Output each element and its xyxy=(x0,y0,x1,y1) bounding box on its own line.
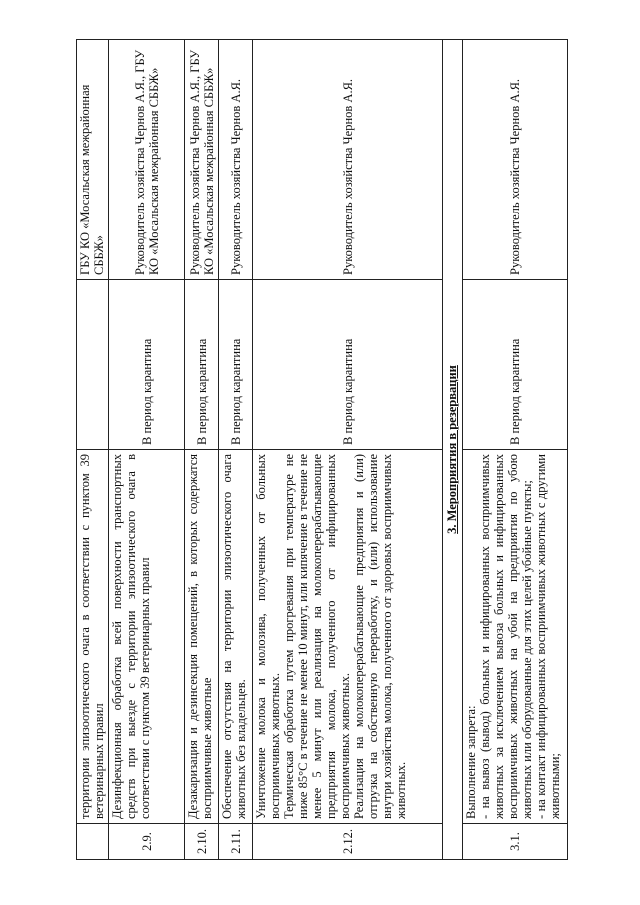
table-row xyxy=(77,40,109,860)
measure-text xyxy=(463,450,568,824)
measure-line: территории эпизоотического очага в соответствии с пунктом 39 ветеринарных правил xyxy=(78,454,106,819)
period-cell: В период карантина xyxy=(185,280,219,450)
measure-text xyxy=(109,450,185,824)
table-row xyxy=(185,40,219,860)
measure-text xyxy=(253,450,443,824)
measure-line: Дезакаризация и дезинсекция помещений, в которых содержатся восприимчивые животные xyxy=(186,454,214,819)
measure-line: Дезинфекционная обработка всей поверхности транспортных средств при выезде с территории эпизоотического очага в соответствии с пунктом 39 ветеринарных правил xyxy=(110,454,152,819)
row-number: 2.9. xyxy=(109,824,185,860)
measure-line: Уничтожение молока и молозива, полученных от больных восприимчивых животных. xyxy=(254,454,282,819)
section-title: 3. Мероприятия в резервации xyxy=(443,40,463,860)
period-cell xyxy=(77,280,109,450)
measure-line: - на контакт инфицированных восприимчивых животных с другими животными; xyxy=(534,454,562,819)
rotated-table-wrapper xyxy=(76,40,576,860)
table-row xyxy=(463,40,568,860)
measure-line: - на вывоз (вывод) больных и инфицированных восприимчивых животных за исключением вывоза больных и инфицированных восприимчивых животных на убой на предприятия по убою животных или оборудованные для этих целей убойные пункты; xyxy=(478,454,534,819)
table-row xyxy=(109,40,185,860)
period-cell: В период карантина xyxy=(463,280,568,450)
row-number xyxy=(77,824,109,860)
row-number: 3.1. xyxy=(463,824,568,860)
row-number: 2.12. xyxy=(253,824,443,860)
responsible-cell: Руководитель хозяйства Чернов А.Я. xyxy=(253,40,443,280)
responsible-cell: Руководитель хозяйства Чернов А.Я., ГБУ КО «Мосальская межрайонная СББЖ» xyxy=(185,40,219,280)
section-header-row xyxy=(443,40,463,860)
measure-line: Реализация на молокоперерабатывающие предприятия и (или) отгрузка на собственную переработку, и (или) использование внутри хозяйства молока, полученного от здоровых восприимчивых животных. xyxy=(352,454,408,819)
table-row xyxy=(219,40,253,860)
measure-line: Термическая обработка путем прогревания при температуре не ниже 85°С в течение не менее 10 минут, или кипячение в течение не менее 5 минут или реализация на молокоперерабатывающие предприятия молока, полученного от инфицированных восприимчивых животных. xyxy=(282,454,352,819)
period-cell: В период карантина xyxy=(253,280,443,450)
row-number: 2.11. xyxy=(219,824,253,860)
measure-text xyxy=(185,450,219,824)
responsible-cell: ГБУ КО «Мосальская межрайонная СББЖ» xyxy=(77,40,109,280)
period-cell: В период карантина xyxy=(109,280,185,450)
responsible-cell: Руководитель хозяйства Чернов А.Я. xyxy=(463,40,568,280)
measure-text xyxy=(219,450,253,824)
measure-line: Обеспечение отсутствия на территории эпизоотического очага животных без владельцев. xyxy=(220,454,248,819)
responsible-cell: Руководитель хозяйства Чернов А.Я. xyxy=(219,40,253,280)
measure-line: Выполнение запрета: xyxy=(464,705,478,819)
responsible-cell: Руководитель хозяйства Чернов А.Я., ГБУ КО «Мосальская межрайонная СББЖ» xyxy=(109,40,185,280)
period-cell: В период карантина xyxy=(219,280,253,450)
row-number: 2.10. xyxy=(185,824,219,860)
measures-table xyxy=(76,39,568,860)
table-row xyxy=(253,40,443,860)
measure-text xyxy=(77,450,109,824)
